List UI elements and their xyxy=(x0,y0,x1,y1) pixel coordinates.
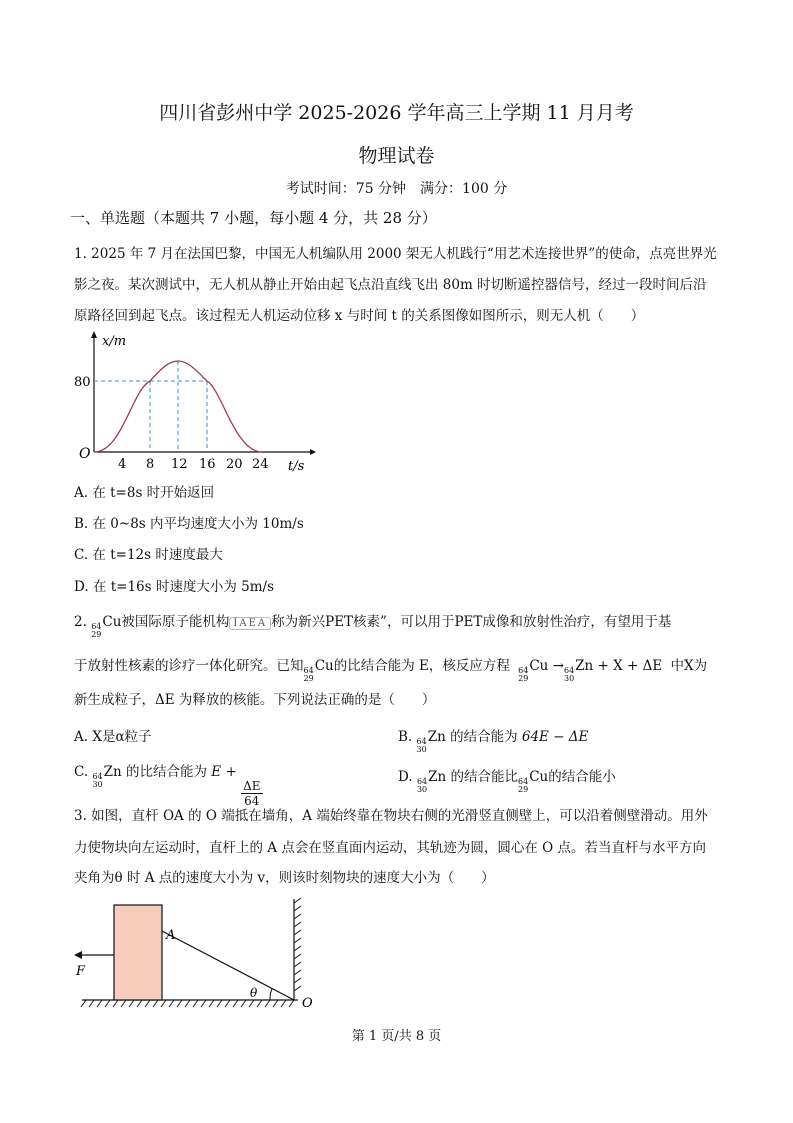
y-axis-arrow-icon xyxy=(91,331,97,338)
exam-title: 四川省彭州中学 2025-2026 学年高三上学期 11 月月考 xyxy=(159,102,634,124)
label-A: A xyxy=(166,928,176,943)
x-tick-4: 4 xyxy=(118,457,127,472)
q3-rod-figure xyxy=(70,895,325,1020)
block xyxy=(114,905,162,1000)
x-tick-8: 8 xyxy=(146,457,155,472)
q3-line3: 夹角为θ 时 A 点的速度大小为 v，则该时刻物块的速度大小为（ ） xyxy=(74,870,495,886)
q1-xt-graph xyxy=(72,330,317,475)
q3-line2: 力使物块向左运动时，直杆上的 A 点会在竖直面内运动，其轨迹为圆，圆心在 O 点。若当直杆与水平方向 xyxy=(74,840,706,856)
origin-label: O xyxy=(79,446,91,462)
q1-line2: 影之夜。某次测试中，无人机从静止开始由起飞点沿直线飞出 80m 时切断遥控器信号，经过一段时间后沿 xyxy=(74,277,707,293)
x-tick-20: 20 xyxy=(226,457,243,472)
section-heading: 一、单选题（本题共 7 小题，每小题 4 分，共 28 分） xyxy=(70,209,437,227)
fraction-dE-64: $\frac{\Delta E}{64}$ xyxy=(243,779,261,808)
q2-line2-mid: Cu的比结合能为 E，核反应方程 xyxy=(314,658,510,674)
q1-option-a: A. 在 t=8s 时开始返回 xyxy=(74,485,215,501)
wall-hatching xyxy=(294,898,301,991)
q2-option-b: B. 64 30 Zn 的结合能为 64E − ΔE xyxy=(398,729,589,754)
q1-option-c: C. 在 t=12s 时速度最大 xyxy=(74,547,223,563)
q1-line3: 原路径回到起飞点。该过程无人机运动位移 x 与时间 t 的关系图像如图所示，则无人机（ ） xyxy=(74,308,645,324)
q2-line1-rest: 称为新兴PET核素”，可以用于PET成像和放射性治疗，有望用于基 xyxy=(271,614,672,630)
nuclear-equation: 64 29 Cu → 64 30 Zn + X + ΔE xyxy=(518,658,663,683)
q2-line2-end: 中X为 xyxy=(670,658,708,674)
x-axis-arrow-icon xyxy=(310,449,316,455)
q2-option-a: A. X是α粒子 xyxy=(74,729,152,745)
q2-option-c: C. 64 30 Zn 的比结合能为 E + $\frac{\Delta E}{64}$ xyxy=(74,764,261,808)
x-tick-24: 24 xyxy=(252,457,269,472)
label-O: O xyxy=(302,996,313,1011)
cu-isotope: 64 29 xyxy=(91,622,102,639)
cu-isotope-2: 64 29 xyxy=(303,666,314,683)
rod-OA xyxy=(162,931,294,1000)
q2-number: 2. xyxy=(74,614,87,630)
q1-option-b: B. 在 0~8s 内平均速度大小为 10m/s xyxy=(74,516,304,532)
angle-arc xyxy=(270,989,272,1000)
q2-line2 xyxy=(74,654,707,683)
q2-line1 xyxy=(74,610,671,639)
exam-subtitle: 物理试卷 xyxy=(358,145,435,167)
q1-option-d: D. 在 t=16s 时速度大小为 5m/s xyxy=(74,579,275,595)
label-F: F xyxy=(76,964,86,979)
y-axis-label: x/m xyxy=(102,334,127,349)
x-tick-16: 16 xyxy=(199,457,216,472)
q2-option-d: D. 64 30 Zn 的结合能比 64 29 Cu的结合能小 xyxy=(398,769,616,794)
q2-line3: 新生成粒子，ΔE 为释放的核能。下列说法正确的是（ ） xyxy=(74,692,436,708)
q3-line1: 3. 如图，直杆 OA 的 O 端抵在墙角，A 端始终靠在物块右侧的光滑竖直侧壁上，可以沿着侧壁滑动。用外 xyxy=(74,808,708,824)
iaea-box: IAEA xyxy=(229,617,271,630)
q1-line1: 1. 2025 年 7 月在法国巴黎，中国无人机编队用 2000 架无人机践行“用艺术连接世界”的使命，点亮世界光 xyxy=(74,246,717,262)
x-axis-label: t/s xyxy=(288,459,305,474)
q2-line2-text: 于放射性核素的诊疗一体化研究。已知 xyxy=(74,658,304,674)
q2-line1-text: Cu被国际原子能机构 xyxy=(102,614,230,630)
x-tick-12: 12 xyxy=(171,457,188,472)
label-theta: θ xyxy=(250,986,258,1000)
arrow-icon: → xyxy=(552,658,564,674)
y-tick-80: 80 xyxy=(74,375,91,390)
page-number: 第 1 页/共 8 页 xyxy=(351,1029,442,1044)
force-arrow-head-icon xyxy=(74,951,82,959)
exam-info: 考试时间：75 分钟 满分：100 分 xyxy=(285,181,508,197)
ground-hatching xyxy=(81,1000,294,1007)
